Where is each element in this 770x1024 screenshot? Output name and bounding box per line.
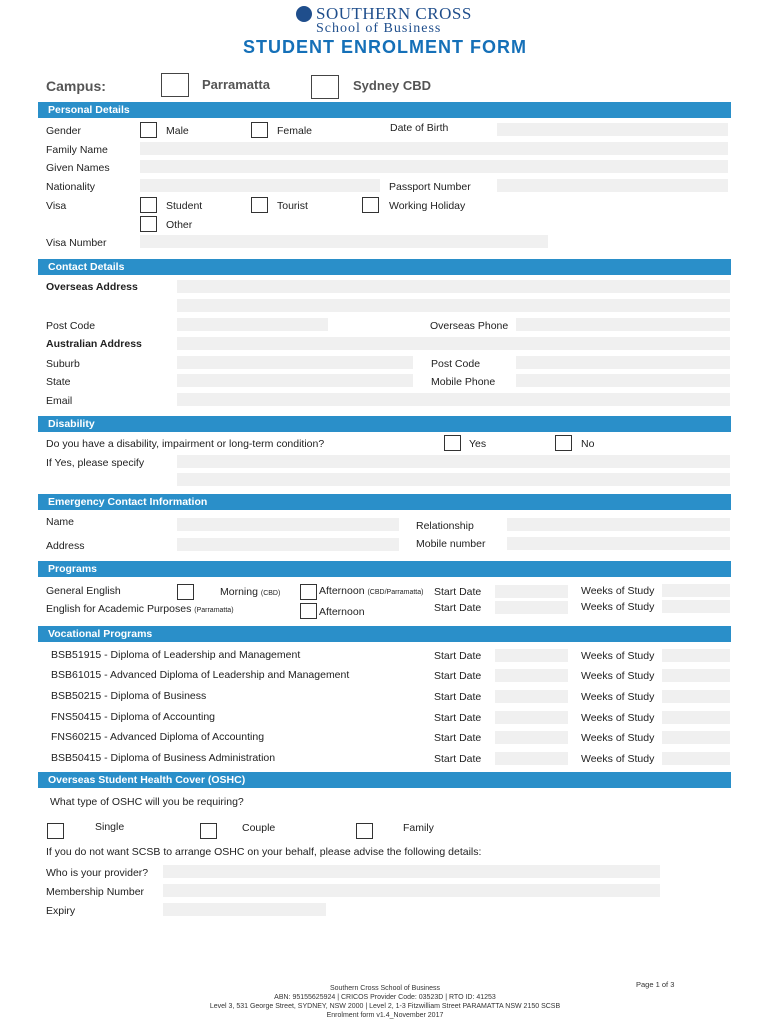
email-field[interactable] xyxy=(177,393,730,406)
visa-tourist-label: Tourist xyxy=(277,200,308,212)
emergency-address-label: Address xyxy=(46,540,85,552)
suburb-label: Suburb xyxy=(46,358,80,370)
gender-label: Gender xyxy=(46,125,82,137)
campus-label: Campus: xyxy=(46,78,106,94)
vocational-weeks-field[interactable] xyxy=(662,711,730,724)
membership-field[interactable] xyxy=(163,884,660,897)
eap-note: (Parramatta) xyxy=(194,607,234,614)
campus-sydney-checkbox[interactable] xyxy=(311,75,339,99)
australian-address-field[interactable] xyxy=(177,337,730,350)
oshc-family-checkbox[interactable] xyxy=(356,823,373,839)
dob-field[interactable] xyxy=(497,123,728,136)
disability-specify-field-1[interactable] xyxy=(177,455,730,468)
disability-specify-label: If Yes, please specify xyxy=(46,457,145,469)
vocational-start-date-label: Start Date xyxy=(434,650,482,662)
oshc-family-label: Family xyxy=(403,822,434,834)
gender-male-label: Male xyxy=(166,125,189,137)
visa-student-checkbox[interactable] xyxy=(140,197,157,213)
campus-parramatta-label: Parramatta xyxy=(202,77,270,92)
vocational-start-date-field[interactable] xyxy=(495,731,568,744)
visa-other-label: Other xyxy=(166,219,193,231)
vocational-weeks-field[interactable] xyxy=(662,752,730,765)
emergency-name-label: Name xyxy=(46,516,75,528)
page-title: STUDENT ENROLMENT FORM xyxy=(243,37,527,57)
afternoon-text: Afternoon xyxy=(319,585,365,597)
section-disability: Disability xyxy=(38,416,731,432)
oshc-couple-checkbox[interactable] xyxy=(200,823,217,839)
gender-female-label: Female xyxy=(277,125,313,137)
visa-working-holiday-checkbox[interactable] xyxy=(362,197,379,213)
relationship-label: Relationship xyxy=(416,520,474,532)
overseas-address-field-1[interactable] xyxy=(177,280,730,293)
footer-line3: Level 3, 531 George Street, SYDNEY, NSW 2000 | Level 2, 1-3 Fitzwilliam Street PARAMATTA NSW 2150 SCSB xyxy=(209,1003,561,1010)
state-label: State xyxy=(46,376,71,388)
afternoon-label xyxy=(319,585,423,597)
visa-label: Visa xyxy=(46,200,67,212)
visa-number-field[interactable] xyxy=(140,235,548,248)
campus-parramatta-checkbox[interactable] xyxy=(161,73,189,97)
vocational-course-label: BSB51915 - Diploma of Leadership and Management xyxy=(51,649,301,661)
vocational-start-date-field[interactable] xyxy=(495,669,568,682)
oshc-note: If you do not want SCSB to arrange OSHC on your behalf, please advise the following details: xyxy=(46,846,482,858)
eap-start-date-field[interactable] xyxy=(495,601,568,614)
oshc-question: What type of OSHC will you be requiring? xyxy=(50,796,244,808)
vocational-weeks-field[interactable] xyxy=(662,649,730,662)
vocational-start-date-label: Start Date xyxy=(434,670,482,682)
vocational-start-date-field[interactable] xyxy=(495,711,568,724)
emergency-mobile-field[interactable] xyxy=(507,537,730,550)
crest-icon xyxy=(296,6,312,22)
footer-line4: Enrolment form v1.4_November 2017 xyxy=(326,1012,444,1019)
expiry-label: Expiry xyxy=(46,905,76,917)
disability-no-label: No xyxy=(581,438,595,450)
dob-label: Date of Birth xyxy=(390,122,449,134)
footer-line2: ABN: 95155625924 | CRICOS Provider Code: 03523D | RTO ID: 41253 xyxy=(274,994,496,1001)
ge-start-date-field[interactable] xyxy=(495,585,568,598)
passport-label: Passport Number xyxy=(389,181,471,193)
gender-male-checkbox[interactable] xyxy=(140,122,157,138)
school-logo xyxy=(316,4,472,37)
overseas-phone-field[interactable] xyxy=(516,318,730,331)
visa-working-holiday-label: Working Holiday xyxy=(389,200,466,212)
visa-tourist-checkbox[interactable] xyxy=(251,197,268,213)
vocational-weeks-field[interactable] xyxy=(662,690,730,703)
passport-field[interactable] xyxy=(497,179,728,192)
footer xyxy=(0,984,770,1020)
family-name-field[interactable] xyxy=(140,142,728,155)
disability-question: Do you have a disability, impairment or long-term condition? xyxy=(46,438,325,450)
au-post-code-label: Post Code xyxy=(431,358,481,370)
suburb-field[interactable] xyxy=(177,356,413,369)
vocational-weeks-label: Weeks of Study xyxy=(581,650,655,662)
vocational-weeks-field[interactable] xyxy=(662,731,730,744)
section-personal-details: Personal Details xyxy=(38,102,731,118)
section-vocational-programs: Vocational Programs xyxy=(38,626,731,642)
campus-sydney-label: Sydney CBD xyxy=(353,78,432,93)
oshc-single-checkbox[interactable] xyxy=(47,823,64,839)
vocational-start-date-label: Start Date xyxy=(434,691,482,703)
afternoon-note: (CBD/Parramatta) xyxy=(367,589,424,596)
ge-start-date-label: Start Date xyxy=(434,586,482,598)
visa-number-label: Visa Number xyxy=(46,237,107,249)
vocational-course-label: BSB50215 - Diploma of Business xyxy=(51,690,207,702)
oshc-couple-label: Couple xyxy=(242,822,276,834)
emergency-address-field[interactable] xyxy=(177,538,399,551)
vocational-weeks-label: Weeks of Study xyxy=(581,670,655,682)
eap-weeks-field[interactable] xyxy=(662,600,730,613)
vocational-start-date-field[interactable] xyxy=(495,690,568,703)
provider-field[interactable] xyxy=(163,865,660,878)
given-names-field[interactable] xyxy=(140,160,728,173)
morning-label xyxy=(220,586,280,598)
afternoon2-label: Afternoon xyxy=(319,606,365,618)
overseas-post-code-field[interactable] xyxy=(177,318,328,331)
ge-weeks-label: Weeks of Study xyxy=(581,585,655,597)
mobile-phone-field[interactable] xyxy=(516,374,730,387)
ge-weeks-field[interactable] xyxy=(662,584,730,597)
visa-student-label: Student xyxy=(166,200,203,212)
section-oshc: Overseas Student Health Cover (OSHC) xyxy=(38,772,731,788)
overseas-post-code-label: Post Code xyxy=(46,320,96,332)
footer-line1: Southern Cross School of Business xyxy=(329,985,441,992)
au-post-code-field[interactable] xyxy=(516,356,730,369)
expiry-field[interactable] xyxy=(163,903,326,916)
disability-yes-label: Yes xyxy=(469,438,487,450)
emergency-mobile-label: Mobile number xyxy=(416,538,486,550)
page-number: Page 1 of 3 xyxy=(636,980,675,989)
logo-line1: SOUTHERN CROSS xyxy=(316,4,472,23)
disability-no-checkbox[interactable] xyxy=(555,435,572,451)
section-programs: Programs xyxy=(38,561,731,577)
gender-female-checkbox[interactable] xyxy=(251,122,268,138)
given-names-label: Given Names xyxy=(46,162,110,174)
vocational-start-date-field[interactable] xyxy=(495,752,568,765)
vocational-weeks-label: Weeks of Study xyxy=(581,691,655,703)
eap-label xyxy=(46,603,234,615)
morning-note: (CBD) xyxy=(260,590,281,597)
logo-line2: School of Business xyxy=(316,21,442,36)
overseas-phone-label: Overseas Phone xyxy=(430,320,509,332)
vocational-course-label: BSB50415 - Diploma of Business Administration xyxy=(51,752,276,764)
vocational-weeks-label: Weeks of Study xyxy=(581,732,655,744)
membership-label: Membership Number xyxy=(46,886,145,898)
vocational-weeks-field[interactable] xyxy=(662,669,730,682)
section-contact-details: Contact Details xyxy=(38,259,731,275)
family-name-label: Family Name xyxy=(46,144,108,156)
visa-other-checkbox[interactable] xyxy=(140,216,157,232)
vocational-course-label: FNS50415 - Diploma of Accounting xyxy=(51,711,216,723)
vocational-start-date-field[interactable] xyxy=(495,649,568,662)
disability-yes-checkbox[interactable] xyxy=(444,435,461,451)
eap-afternoon-checkbox[interactable] xyxy=(300,603,317,619)
disability-specify-field-2[interactable] xyxy=(177,473,730,486)
eap-start-date-label: Start Date xyxy=(434,602,482,614)
email-label: Email xyxy=(46,395,73,407)
vocational-course-label: FNS60215 - Advanced Diploma of Accounting xyxy=(51,731,265,743)
vocational-start-date-label: Start Date xyxy=(434,732,482,744)
provider-label: Who is your provider? xyxy=(46,867,149,879)
general-english-checkbox[interactable] xyxy=(177,584,194,600)
oshc-single-label: Single xyxy=(95,821,125,833)
nationality-field[interactable] xyxy=(140,179,380,192)
general-english-label: General English xyxy=(46,585,121,597)
vocational-weeks-label: Weeks of Study xyxy=(581,712,655,724)
overseas-address-label: Overseas Address xyxy=(46,281,138,293)
morning-text: Morning xyxy=(220,586,258,598)
mobile-phone-label: Mobile Phone xyxy=(431,376,496,388)
state-field[interactable] xyxy=(177,374,413,387)
nationality-label: Nationality xyxy=(46,181,96,193)
afternoon-cbd-checkbox[interactable] xyxy=(300,584,317,600)
australian-address-label: Australian Address xyxy=(46,338,142,350)
eap-weeks-label: Weeks of Study xyxy=(581,601,655,613)
relationship-field[interactable] xyxy=(507,518,730,531)
vocational-course-label: BSB61015 - Advanced Diploma of Leadership and Management xyxy=(51,669,350,681)
emergency-name-field[interactable] xyxy=(177,518,399,531)
overseas-address-field-2[interactable] xyxy=(177,299,730,312)
eap-text: English for Academic Purposes xyxy=(46,603,192,615)
vocational-start-date-label: Start Date xyxy=(434,712,482,724)
vocational-weeks-label: Weeks of Study xyxy=(581,753,655,765)
section-emergency-contact: Emergency Contact Information xyxy=(38,494,731,510)
vocational-start-date-label: Start Date xyxy=(434,753,482,765)
